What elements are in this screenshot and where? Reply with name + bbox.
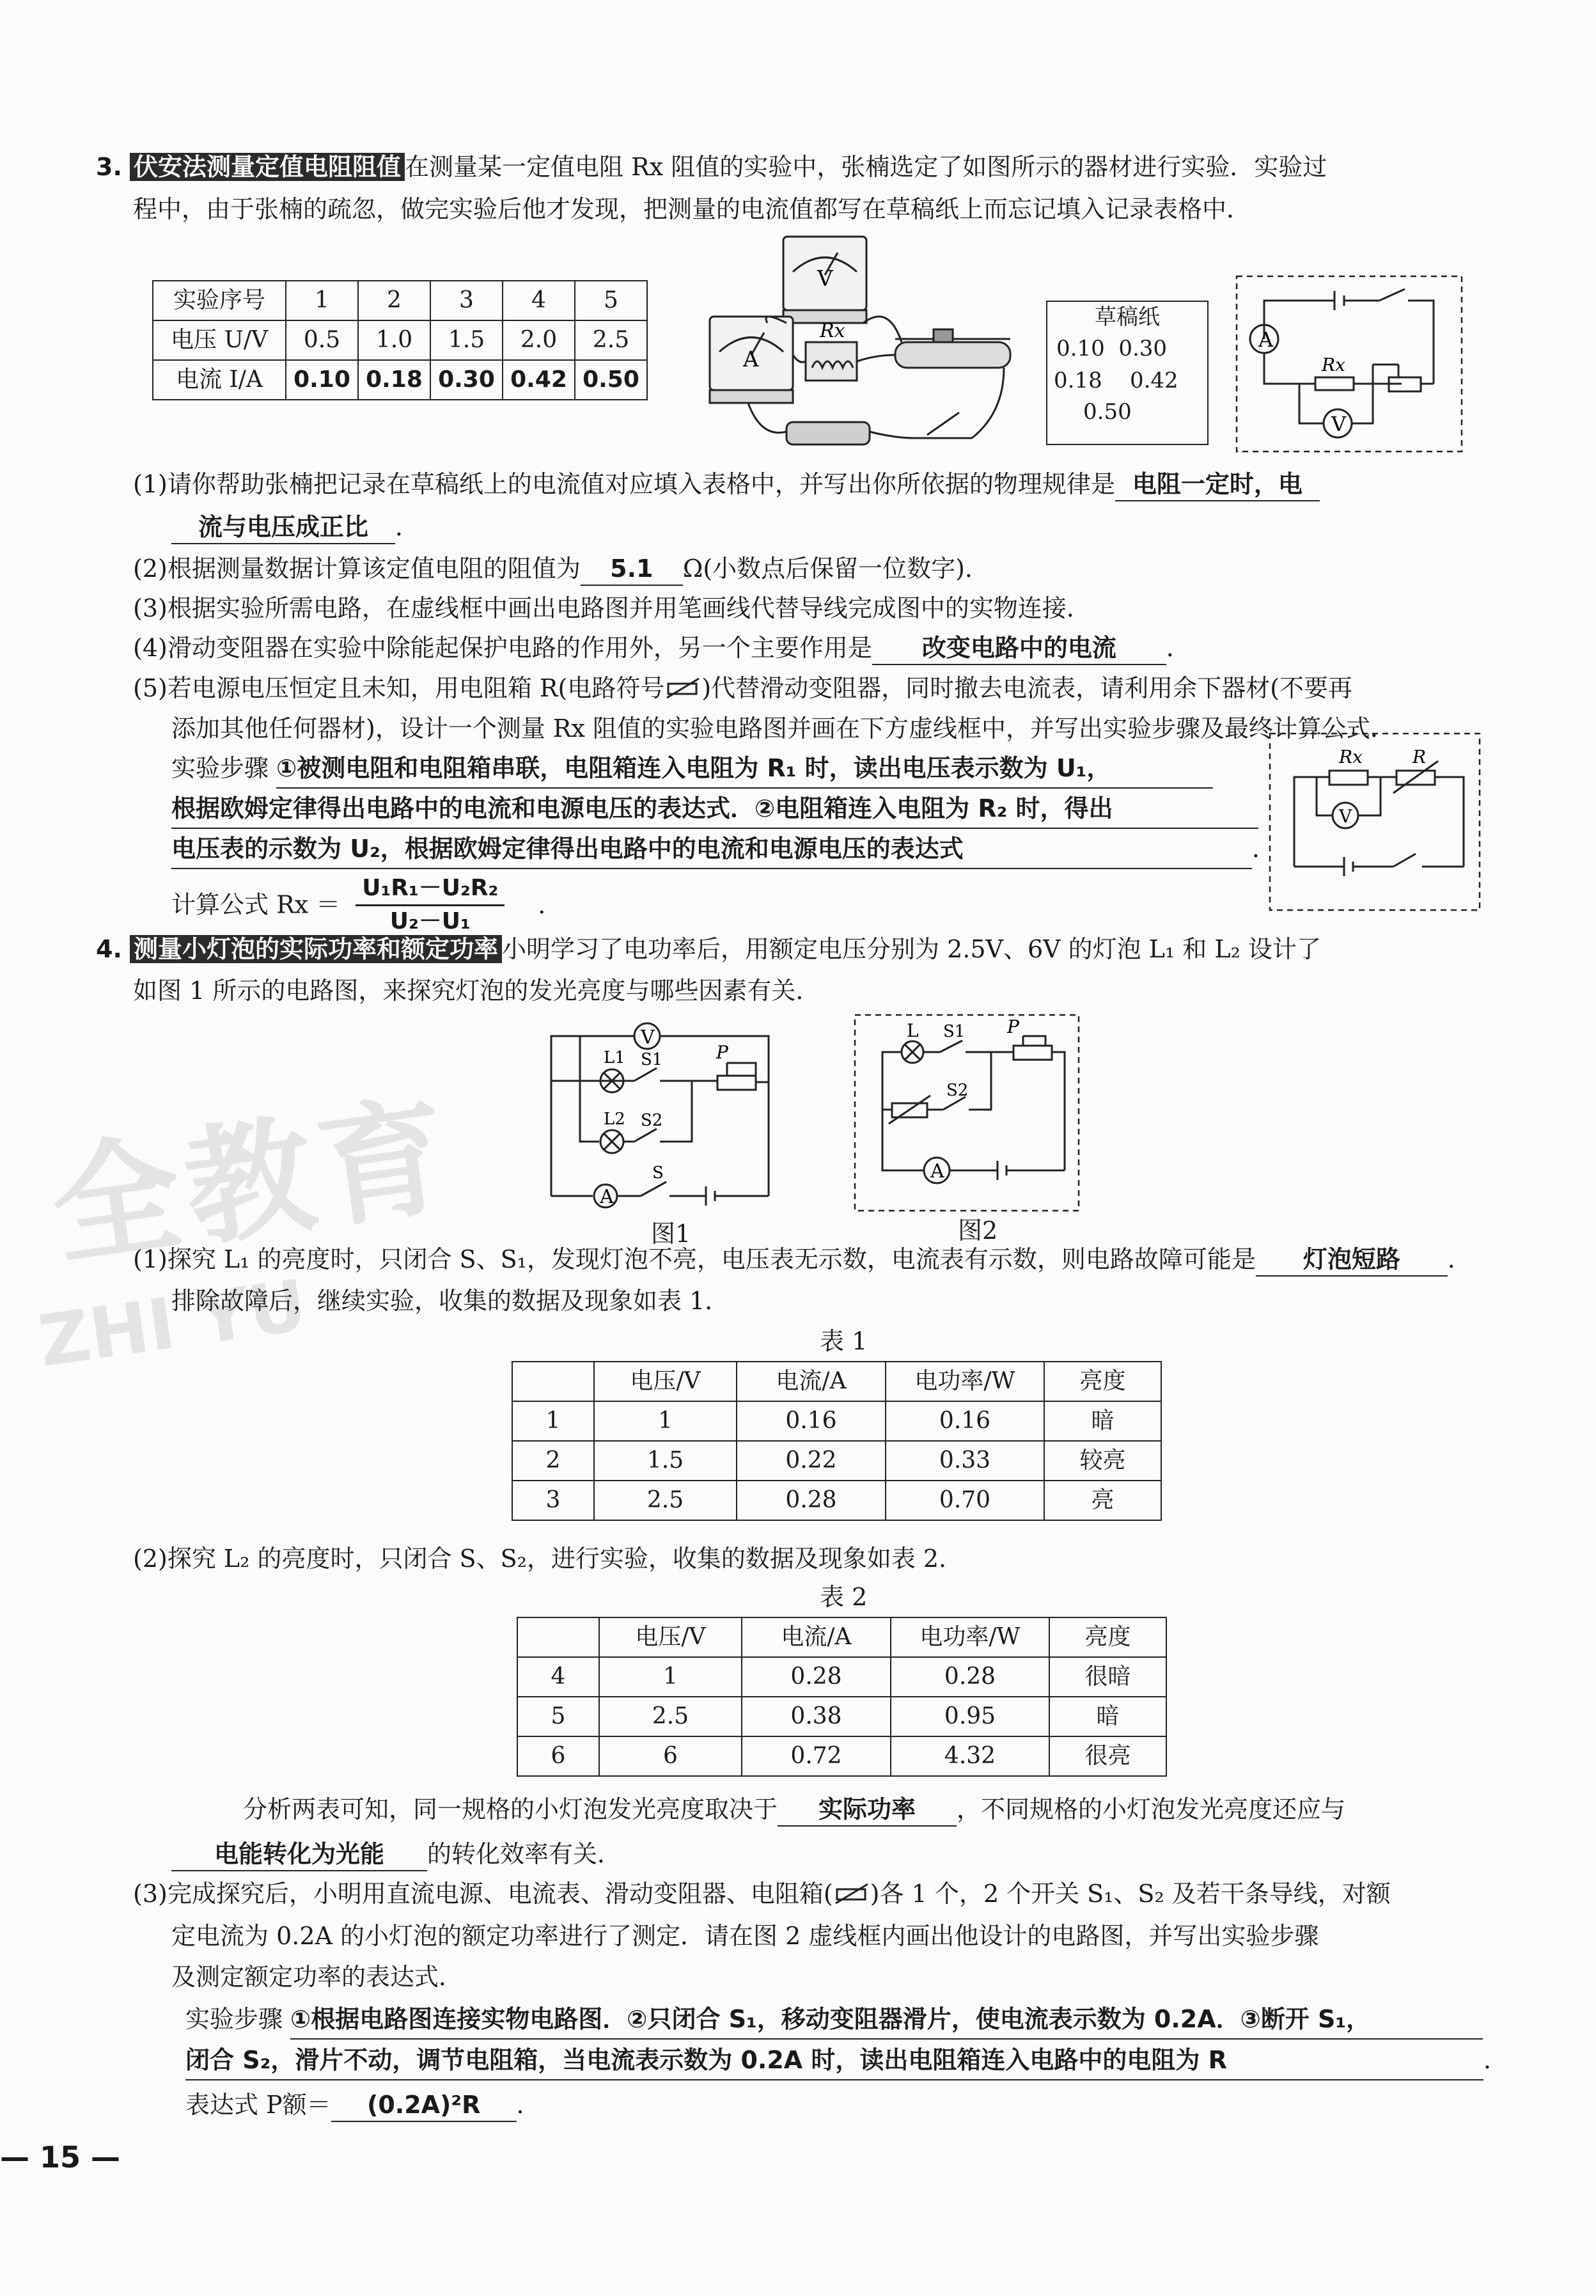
- q4-part3-line3: 及测定额定功率的表达式．: [171, 1963, 464, 1991]
- apparatus-voltmeter-label: V: [817, 266, 833, 292]
- table-cell: 2.5: [575, 320, 647, 360]
- q3-part2-answer: 5.1: [581, 553, 683, 586]
- q4-analysis-answer-2: 电能转化为光能: [171, 1839, 427, 1871]
- table-cell-answer: 0.18: [358, 360, 430, 400]
- q3-intro-line1: [96, 148, 1327, 186]
- table-cell: 4.32: [891, 1736, 1049, 1776]
- table-row: [517, 1736, 1166, 1776]
- table-cell: 较亮: [1044, 1441, 1161, 1481]
- table-cell: 4: [503, 281, 575, 320]
- table-cell: 0.28: [891, 1657, 1049, 1697]
- circuit-voltmeter-label: V: [1331, 412, 1347, 436]
- q3-part1-text: (1)请你帮助张楠把记录在草稿纸上的电流值对应填入表格中，并写出你所依据的物理规律是: [133, 470, 1115, 498]
- table-cell: 亮度: [1044, 1362, 1161, 1401]
- resistance-box-icon: [664, 677, 701, 699]
- q4-figure-2-caption: 图2: [958, 1216, 998, 1245]
- draft-value: 0.18: [1054, 367, 1102, 393]
- table-cell: 暗: [1044, 1401, 1161, 1441]
- q4-expression-label: 表达式 P额＝: [185, 2091, 331, 2119]
- q4-expression-answer: (0.2A)²R: [331, 2089, 517, 2122]
- q4-tag: 测量小灯泡的实际功率和额定功率: [130, 935, 502, 963]
- q3-number: 3.: [96, 153, 122, 181]
- table-cell: 5: [575, 281, 647, 320]
- table-cell: 3: [430, 281, 503, 320]
- q4-part3-text-b: )各 1 个，2 个开关 S₁、S₂ 及若干条导线，对额: [870, 1880, 1391, 1908]
- q3-formula-numerator: U₁R₁－U₂R₂: [356, 873, 505, 906]
- table-cell: 6: [599, 1736, 742, 1776]
- table-cell: 亮度: [1049, 1617, 1166, 1657]
- table-cell: 1.5: [594, 1441, 737, 1481]
- q3-steps-line3: [171, 830, 1276, 869]
- circuit2-r-label: R: [1412, 746, 1427, 767]
- table-cell: 0.28: [737, 1481, 886, 1520]
- table-row: [517, 1657, 1166, 1697]
- q4-number: 4.: [96, 935, 122, 963]
- table-cell: 电流/A: [737, 1362, 886, 1401]
- fig1-p-label: P: [716, 1042, 728, 1063]
- q3-apparatus-figure: [703, 227, 1036, 464]
- q3-draft-paper: [1046, 301, 1209, 445]
- q4-step-answer: 闭合 S₂，滑片不动，调节电阻箱，当电流表示数为 0.2A 时，读出电阻箱连入电路中的电阻为 R: [185, 2041, 1483, 2080]
- table-row: [512, 1441, 1161, 1481]
- q3-part4: [133, 629, 1191, 667]
- q4-expression: [185, 2086, 541, 2124]
- q3-data-table: [152, 280, 648, 400]
- table-cell: 0.16: [886, 1401, 1044, 1441]
- q3-step-answer: 根据欧姆定律得出电路中的电流和电源电压的表达式．②电阻箱连入电阻为 R₂ 时，得出: [171, 790, 1258, 829]
- q3-formula: [171, 873, 562, 937]
- table-cell: 5: [517, 1697, 599, 1736]
- table-cell: 0.5: [286, 320, 358, 360]
- q4-part1-line1: [133, 1241, 1472, 1278]
- table-cell: 电功率/W: [886, 1362, 1044, 1401]
- q3-part1-line1: [133, 466, 1320, 503]
- table-cell: 2: [512, 1441, 594, 1481]
- fig2-l-label: L: [907, 1020, 919, 1041]
- q4-steps-line2: [185, 2041, 1508, 2080]
- table-cell-answer: 0.42: [503, 360, 575, 400]
- q3-part5-line1: [133, 670, 1352, 707]
- circuit2-rx-label: Rx: [1339, 746, 1363, 767]
- q4-part3-line2: 定电流为 0.2A 的小灯泡的额定功率进行了测定．请在图 2 虚线框内画出他设计的电路图，并写出实验步骤: [171, 1922, 1319, 1950]
- draft-title: 草稿纸: [1095, 304, 1160, 330]
- circuit-ammeter-label: A: [1258, 327, 1274, 352]
- q4-part2: (2)探究 L₂ 的亮度时，只闭合 S、S₂，进行实验，收集的数据及现象如表 2．: [133, 1545, 964, 1573]
- table-row: [517, 1617, 1166, 1657]
- q3-part5-text-b: )代替滑动变阻器，同时撤去电流表，请利用余下器材(不要再: [701, 674, 1353, 702]
- table-cell: 电压 U/V: [153, 320, 286, 360]
- fig1-l1-label: L1: [604, 1048, 625, 1067]
- q3-step-answer: 电压表的示数为 U₂，根据欧姆定律得出电路中的电流和电源电压的表达式: [171, 830, 1252, 869]
- table-cell-answer: 0.50: [575, 360, 647, 400]
- q3-step-answer: ①被测电阻和电阻箱串联，电阻箱连入电阻为 R₁ 时，读出电压表示数为 U₁，: [276, 750, 1213, 789]
- q3-intro1: 在测量某一定值电阻 Rx 阻值的实验中，张楠选定了如图所示的器材进行实验．实验过: [405, 153, 1327, 181]
- table-cell: 1.5: [430, 320, 503, 360]
- q4-part1-answer: 灯泡短路: [1256, 1244, 1448, 1277]
- q4-intro2: 如图 1 所示的电路图，来探究灯泡的发光亮度与哪些因素有关．: [133, 977, 820, 1005]
- q3-formula-label: 计算公式 Rx ＝: [171, 890, 341, 919]
- fig2-s1-label: S1: [943, 1022, 966, 1041]
- fig2-ammeter-label: A: [930, 1160, 944, 1183]
- punct: ．: [1252, 835, 1277, 863]
- q3-part4-answer: 改变电路中的电流: [872, 633, 1166, 665]
- table-cell-answer: 0.30: [430, 360, 503, 400]
- punct: ．: [538, 890, 563, 919]
- table-cell: 0.72: [742, 1736, 891, 1776]
- table-cell: 电功率/W: [891, 1617, 1049, 1657]
- q3-part2-text: (2)根据测量数据计算该定值电阻的阻值为: [133, 554, 581, 583]
- q3-intro2: 程中，由于张楠的疏忽，做完实验后他才发现，把测量的电流值都写在草稿纸上而忘记填入记录表格中．: [133, 195, 1251, 223]
- table-cell: 0.22: [737, 1441, 886, 1481]
- table-cell: 1: [512, 1401, 594, 1441]
- punct: ．: [1166, 634, 1191, 662]
- table-cell: 1.0: [358, 320, 430, 360]
- table-row: [153, 320, 647, 360]
- table-cell: 2.5: [599, 1697, 742, 1736]
- table-cell: 3: [512, 1481, 594, 1520]
- fig1-s-label: S: [652, 1163, 664, 1183]
- table-cell: 0.28: [742, 1657, 891, 1697]
- table-cell-answer: 0.10: [286, 360, 358, 400]
- q3-part1-answer-a: 电阻一定时，电: [1115, 469, 1320, 501]
- table-row: [153, 360, 647, 400]
- q3-steps-label: 实验步骤: [171, 754, 269, 782]
- table-cell: 6: [517, 1736, 599, 1776]
- watermark-main: 全教育: [43, 1080, 463, 1285]
- table-cell: [517, 1617, 599, 1657]
- q3-part1-answer-b: 流与电压成正比: [171, 512, 395, 544]
- draft-value: 0.30: [1118, 336, 1168, 362]
- q4-analysis-answer-1: 实际功率: [778, 1794, 957, 1827]
- circuit2-voltmeter-label: V: [1339, 806, 1352, 827]
- table-cell: [512, 1362, 594, 1401]
- table-cell: 很亮: [1049, 1736, 1166, 1776]
- fig2-s2-label: S2: [946, 1081, 969, 1100]
- q4-analysis-line2: [171, 1836, 622, 1873]
- q4-step-answer: ①根据电路图连接实物电路图．②只闭合 S₁，移动变阻器滑片，使电流表示数为 0.2A．③断开 S₁，: [290, 2001, 1483, 2040]
- q4-analysis-text-c: 的转化效率有关．: [427, 1840, 622, 1868]
- punct: ．: [395, 513, 420, 541]
- q4-analysis-text-b: ，不同规格的小灯泡发光亮度还应与: [957, 1795, 1346, 1823]
- table-cell: 实验序号: [153, 281, 286, 320]
- draft-value: 0.42: [1129, 367, 1178, 393]
- table-cell: 0.16: [737, 1401, 886, 1441]
- fig2-p-label: P: [1007, 1016, 1019, 1037]
- q3-part5-text-a: (5)若电源电压恒定且未知，用电阻箱 R(电路符号: [133, 674, 665, 702]
- q4-table-2: [517, 1617, 1167, 1777]
- watermark: [0, 1057, 478, 1399]
- circuit-rx-label: Rx: [1322, 354, 1345, 375]
- punct: ．: [1447, 1245, 1472, 1273]
- q4-part3-text-a: (3)完成探究后，小明用直流电源、电流表、滑动变阻器、电阻箱(: [133, 1880, 833, 1908]
- table-row: [517, 1697, 1166, 1736]
- draft-value: 0.10: [1056, 336, 1105, 362]
- q4-part1-line2: 排除故障后，继续实验，收集的数据及现象如表 1．: [171, 1287, 730, 1315]
- draft-value: 0.50: [1083, 398, 1132, 425]
- q4-figure-1: [538, 1004, 794, 1215]
- punct: ．: [1483, 2046, 1508, 2074]
- q3-steps-line1: [171, 750, 1213, 789]
- table-cell: 4: [517, 1657, 599, 1697]
- q4-table2-caption: 表 2: [820, 1583, 868, 1611]
- q4-steps-label: 实验步骤: [185, 2005, 283, 2033]
- table-cell: 0.70: [886, 1481, 1044, 1520]
- q3-formula-fraction: [356, 873, 505, 937]
- fig1-s1-label: S1: [641, 1050, 663, 1069]
- q4-figure-2: [854, 1014, 1081, 1212]
- table-cell: 很暗: [1049, 1657, 1166, 1697]
- q4-intro1: 小明学习了电功率后，用额定电压分别为 2.5V、6V 的灯泡 L₁ 和 L₂ 设计了: [502, 935, 1321, 963]
- table-row: [512, 1362, 1161, 1401]
- fig1-voltmeter-label: V: [641, 1026, 655, 1049]
- table-cell: 亮: [1044, 1481, 1161, 1520]
- table-cell: 电压/V: [599, 1617, 742, 1657]
- q3-part2: [133, 550, 989, 588]
- q3-part5-line2: 添加其他任何器材)，设计一个测量 Rx 阻值的实验电路图并画在下方虚线框中，并写出实验步骤及最终计算公式．: [171, 714, 1395, 743]
- q3-part4-text: (4)滑动变阻器在实验中除能起保护电路的作用外，另一个主要作用是: [133, 634, 872, 662]
- apparatus-rx-label: Rx: [820, 320, 845, 342]
- punct: ．: [516, 2091, 541, 2119]
- table-cell: 0.33: [886, 1441, 1044, 1481]
- q4-analysis-text-a: 分析两表可知，同一规格的小灯泡发光亮度取决于: [243, 1795, 778, 1823]
- q3-steps-line2: [171, 790, 1258, 829]
- table-cell: 电流 I/A: [153, 360, 286, 400]
- resistance-box-icon: [833, 1883, 870, 1905]
- q3-part2-unit: Ω(小数点后保留一位数字)．: [682, 554, 990, 583]
- q4-analysis-line1: [243, 1791, 1345, 1828]
- table-cell: 2: [358, 281, 430, 320]
- apparatus-ammeter-label: A: [743, 347, 759, 372]
- q4-part1-text: (1)探究 L₁ 的亮度时，只闭合 S、S₁，发现灯泡不亮，电压表无示数，电流表有示数，则电路故障可能是: [133, 1245, 1256, 1273]
- q3-tag: 伏安法测量定值电阻阻值: [130, 153, 405, 181]
- page-number: — 15 —: [0, 2140, 121, 2174]
- fig1-s2-label: S2: [641, 1111, 663, 1130]
- fig1-ammeter-label: A: [600, 1186, 614, 1208]
- table-cell: 2.5: [594, 1481, 737, 1520]
- table-cell: 0.95: [891, 1697, 1049, 1736]
- table-cell: 暗: [1049, 1697, 1166, 1736]
- table-cell: 2.0: [503, 320, 575, 360]
- q4-table1-caption: 表 1: [820, 1327, 868, 1355]
- q4-intro-line1: [96, 931, 1321, 968]
- table-cell: 0.38: [742, 1697, 891, 1736]
- table-row: [153, 281, 647, 320]
- table-cell: 1: [594, 1401, 737, 1441]
- watermark-sub: ZHI YU: [33, 1264, 311, 1383]
- table-row: [512, 1401, 1161, 1441]
- q4-steps-line1: [185, 2001, 1483, 2040]
- table-cell: 电流/A: [742, 1617, 891, 1657]
- q3-part3: (3)根据实验所需电路，在虚线框中画出电路图并用笔画线代替导线完成图中的实物连接．: [133, 594, 1091, 622]
- q3-formula-denominator: U₂－U₁: [389, 908, 471, 934]
- q3-part1-line2: [171, 508, 419, 546]
- q3-circuit-diagram-1: [1235, 275, 1463, 453]
- q4-table-1: [512, 1361, 1162, 1521]
- table-cell: 1: [599, 1657, 742, 1697]
- q4-part3-line1: [133, 1875, 1391, 1913]
- q4-figure-1-caption: 图1: [651, 1220, 691, 1248]
- fig1-l2-label: L2: [604, 1110, 625, 1129]
- table-cell: 电压/V: [594, 1362, 737, 1401]
- table-row: [512, 1481, 1161, 1520]
- table-cell: 1: [286, 281, 358, 320]
- q3-circuit-diagram-2: [1269, 732, 1481, 911]
